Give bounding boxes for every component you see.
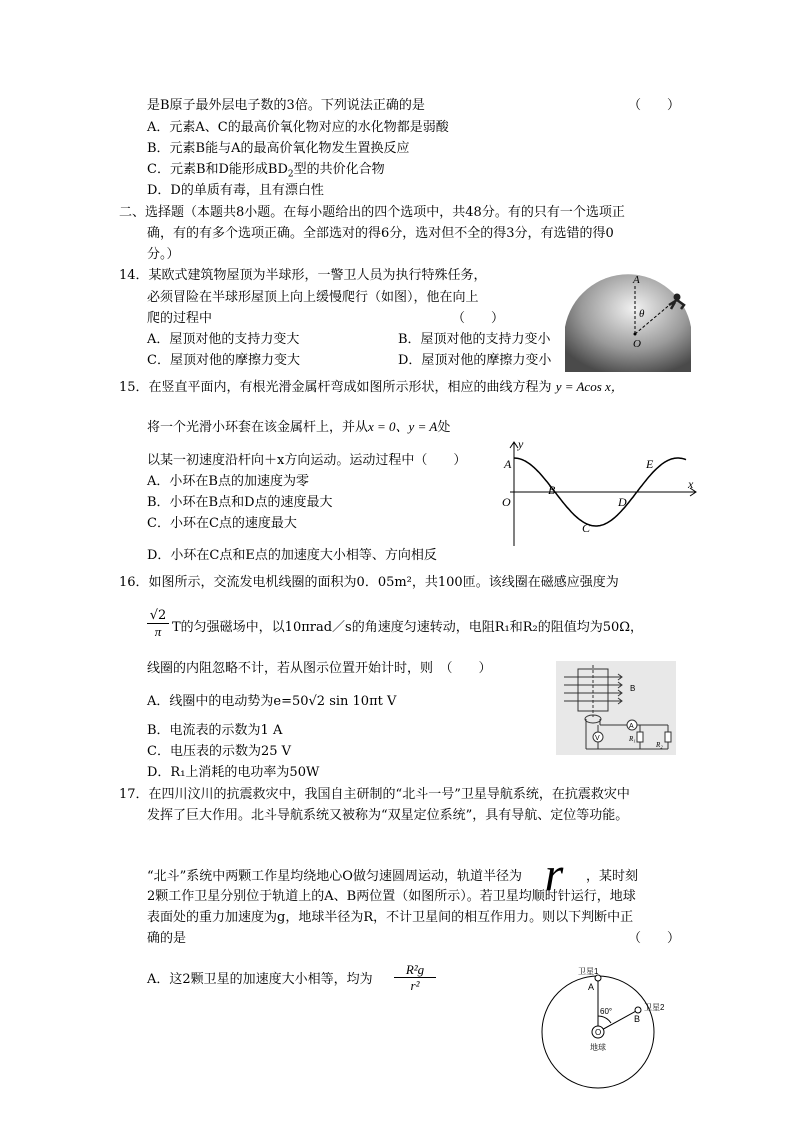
q16-line3: 线圈的内阻忽略不计，若从图示位置开始计时，则 （ ） <box>147 661 492 676</box>
dome-label-a: A <box>633 274 640 286</box>
q14-line3: 爬的过程中 <box>147 311 213 326</box>
q17-line6: 确的是 <box>147 931 187 946</box>
ammeter-label: A <box>629 723 634 730</box>
q15-eq1: y = Acos x， <box>555 379 624 394</box>
earth-label: 地球 <box>590 1043 606 1052</box>
q14-answer-paren: （ ） <box>452 311 505 326</box>
satellite-orbit-figure <box>540 960 690 1090</box>
q17-answer-paren: （ ） <box>628 931 681 946</box>
q16-line1: 16．如图所示，交流发电机线圈的面积为0．05m²，共100匝。该线圈在磁感应强度为 <box>119 575 619 590</box>
r2-label: R₂ <box>656 741 663 749</box>
q17-radius-symbol: r <box>544 848 564 901</box>
q15-line2: 将一个光滑小环套在该金属杆上，并从x = 0、y = A处 <box>147 419 451 435</box>
q14-option-a: A．屋顶对他的支持力变大 <box>147 332 300 347</box>
center-o-label: O <box>595 1028 602 1037</box>
origin-label: O <box>502 495 511 509</box>
axis-x-label: x <box>688 477 694 491</box>
field-b-label: B <box>630 684 636 693</box>
point-b-label: B <box>548 483 556 497</box>
q14-option-c: C．屋顶对他的摩擦力变大 <box>147 353 300 368</box>
q16-option-b: B．电流表的示数为1 A <box>147 723 283 738</box>
q13-stem: 是B原子最外层电子数的3倍。下列说法正确的是 <box>147 98 425 113</box>
q17-line5: 表面处的重力加速度为g，地球半径为R，不计卫星间的相互作用力。则以下判断中正 <box>147 910 634 925</box>
q13-answer-paren: （ ） <box>628 98 681 113</box>
q16-fraction: √2 π <box>147 608 169 639</box>
section2-line1: 二、选择题（本题共8小题。在每小题给出的四个选项中，共48分。有的只有一个选项正 <box>119 205 625 220</box>
q16-option-d: D．R₁上消耗的电功率为50W <box>147 765 320 780</box>
q16-option-c: C．电压表的示数为25 V <box>147 744 292 759</box>
q13-option-c: C．元素B和D能形成$BD_2$型的共价化合物 <box>147 162 385 180</box>
angle-label: 60° <box>600 1007 613 1016</box>
voltmeter-label: V <box>595 735 600 742</box>
q16-option-a: A．线圈中的电动势为e=50√2 sin 10πt V <box>147 694 397 709</box>
q15-option-d: D．小环在C点和E点的加速度大小相等、方向相反 <box>147 548 437 563</box>
point-e-label: E <box>646 457 654 471</box>
dome-label-o: O <box>633 338 641 350</box>
q14-line2: 必须冒险在半球形屋顶上向上缓慢爬行（如图），他在向上 <box>147 290 479 305</box>
q17-fraction: R²g r² <box>394 962 436 993</box>
point-a-label: A <box>588 982 595 992</box>
q13-option-d: D．D的单质有毒，且有漂白性 <box>147 183 324 198</box>
generator-circuit-figure <box>556 661 676 755</box>
sat1-label: 卫星1 <box>578 967 599 976</box>
q17-option-a: A．这2颗卫星的加速度大小相等，均为 <box>147 972 373 987</box>
q15-option-a: A．小环在B点的加速度为零 <box>147 474 309 489</box>
q15-option-b: B．小环在B点和D点的速度最大 <box>147 495 333 510</box>
q17-line2: 发挥了巨大作用。北斗导航系统又被称为“双星定位系统”，具有导航、定位等功能。 <box>147 808 629 823</box>
q14-option-b: B．屋顶对他的支持力变小 <box>398 332 551 347</box>
q15-eq2: x = 0、y = A <box>368 419 438 434</box>
q13-option-b: B．元素B能与A的最高价氧化物发生置换反应 <box>147 141 410 156</box>
q15-option-c: C．小环在C点的速度最大 <box>147 516 297 531</box>
cosine-rod-figure <box>500 436 700 548</box>
point-c-label: C <box>582 521 591 535</box>
q15-line3: 以某一初速度沿杆向＋x方向运动。运动过程中（ ） <box>147 453 467 468</box>
dome-figure <box>563 272 693 372</box>
point-a-label: A <box>504 457 512 471</box>
sat2-label: 卫星2 <box>644 1003 665 1012</box>
q17-line3: “北斗”系统中两颗工作星均绕地心O做匀速圆周运动，轨道半径为 r ，某时刻 <box>147 848 638 901</box>
section2-line3: 分。） <box>147 247 180 262</box>
point-b-label: B <box>634 1014 641 1024</box>
section2-line2: 确，有的有多个选项正确。全部选对的得6分，选对但不全的得3分，有选错的得0 <box>147 226 614 241</box>
dome-label-theta: θ <box>639 308 645 320</box>
q14-option-d: D．屋顶对他的摩擦力变小 <box>398 353 552 368</box>
point-d-label: D <box>618 495 627 509</box>
r1-label: R₁ <box>629 735 636 743</box>
q16-line2: T的匀强磁场中，以10πrad／s的角速度匀速转动，电阻R₁和R₂的阻值均为50Ω， <box>172 620 644 635</box>
q17-line1: 17．在四川汶川的抗震救灾中，我国自主研制的“北斗一号”卫星导航系统，在抗震救灾中 <box>119 787 630 802</box>
axis-y-label: y <box>518 437 524 451</box>
q15-line1: 15．在竖直平面内，有根光滑金属杆弯成如图所示形状，相应的曲线方程为 y = Acos x， <box>119 379 624 395</box>
q17-line4: 2颗工作卫星分别位于轨道上的A、B两位置（如图所示）。若卫星均顺时针运行，地球 <box>147 889 636 904</box>
q14-line1: 14．某欧式建筑物屋顶为半球形，一警卫人员为执行特殊任务， <box>119 268 487 283</box>
q13-option-a: A．元素A、C的最高价氧化物对应的水化物都是弱酸 <box>147 120 449 135</box>
